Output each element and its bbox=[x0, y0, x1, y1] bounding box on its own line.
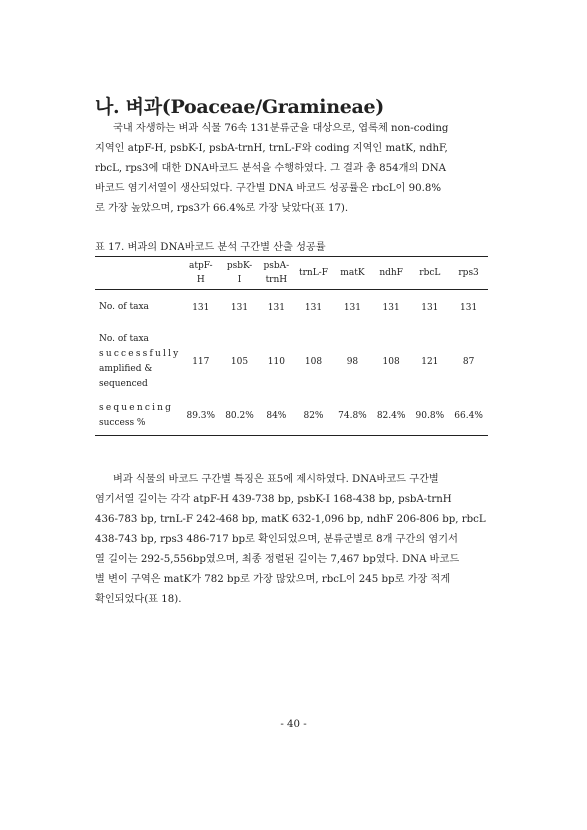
intro-line: 국내 자생하는 벼과 식물 76속 131분류군을 대상으로, 엽록체 non-coding bbox=[113, 123, 449, 134]
intro-line: 바코드 염기서열이 생산되었다. 구간별 DNA 바코드 성공률은 rbcL이 90.8% bbox=[95, 183, 441, 194]
table-cell: 131 bbox=[230, 302, 249, 313]
details-line: 염기서열 길이는 각각 atpF-H 439-738 bp, psbK-I 168-438 bp, psbA-trnH bbox=[95, 494, 452, 505]
table-row bbox=[95, 290, 488, 326]
column-header: atpF- H bbox=[188, 261, 213, 285]
row-label: sequencing success % bbox=[99, 403, 174, 429]
table-cell: 89.3% bbox=[186, 411, 216, 422]
table-header-row bbox=[95, 257, 488, 290]
column-header: trnL-F bbox=[298, 268, 328, 278]
barcode-success-table bbox=[95, 256, 488, 436]
details-line: 436-783 bp, trnL-F 242-468 bp, matK 632-1,096 bp, ndhF 206-806 bp, rbcL bbox=[95, 514, 486, 525]
row-label: No. of taxa bbox=[99, 302, 149, 313]
table-cell: 84% bbox=[266, 411, 287, 422]
table-cell: 80.2% bbox=[225, 411, 254, 422]
column-header: rbcL bbox=[419, 268, 441, 278]
column-header: rps3 bbox=[458, 268, 479, 278]
table-cell: 131 bbox=[421, 302, 439, 313]
intro-line: 지역인 atpF-H, psbK-I, psbA-trnH, trnL-F와 coding 지역인 matK, ndhF, bbox=[95, 143, 448, 154]
details-line: 벼과 식물의 바코드 구간별 특징은 표5에 제시하였다. DNA바코드 구간별 bbox=[113, 474, 439, 485]
header-empty-cell bbox=[95, 257, 181, 290]
table-row bbox=[95, 398, 488, 436]
table-cell: 90.8% bbox=[415, 411, 445, 422]
table-cell: 87 bbox=[462, 356, 475, 367]
intro-line: 로 가장 높았으며, rps3가 66.4%로 가장 낮았다(표 17). bbox=[95, 203, 349, 214]
table-cell: 105 bbox=[230, 356, 249, 367]
table-cell: 98 bbox=[346, 356, 359, 367]
table-cell: 131 bbox=[382, 302, 400, 313]
table-cell: 131 bbox=[304, 302, 323, 313]
column-header: psbA- trnH bbox=[263, 261, 290, 285]
intro-paragraph bbox=[95, 119, 488, 219]
table-row bbox=[95, 326, 488, 398]
table-cell: 82% bbox=[303, 411, 324, 422]
table-cell: 108 bbox=[382, 356, 400, 367]
page-number: - 40 - bbox=[280, 719, 307, 730]
details-paragraph bbox=[95, 470, 488, 610]
table-cell: 121 bbox=[421, 356, 439, 367]
details-line: 열 길이는 292-5,556bp였으며, 최종 정렬된 길이는 7,467 bp였다. DNA 바코드 bbox=[95, 554, 460, 565]
table-cell: 131 bbox=[192, 302, 210, 313]
table-cell: 108 bbox=[304, 356, 323, 367]
section-heading: 나. 벼과(Poaceae/Gramineae) bbox=[95, 96, 384, 118]
table-caption: 표 17. 벼과의 DNA바코드 분석 구간별 산출 성공률 bbox=[95, 242, 326, 253]
table-cell: 131 bbox=[343, 302, 362, 313]
table-cell: 117 bbox=[192, 356, 210, 367]
details-line: 확인되었다(표 18). bbox=[95, 594, 182, 605]
row-label: No. of taxa successfully amplified & sequenced bbox=[99, 333, 181, 389]
table-cell: 131 bbox=[267, 302, 285, 313]
table-cell: 66.4% bbox=[454, 411, 483, 422]
column-header: matK bbox=[340, 268, 365, 278]
details-line: 별 변이 구역은 matK가 782 bp로 가장 많았으며, rbcL이 245 bp로 가장 적게 bbox=[95, 574, 451, 585]
column-header: psbK- I bbox=[226, 261, 253, 285]
intro-line: rbcL, rps3에 대한 DNA바코드 분석을 수행하였다. 그 결과 총 854개의 DNA bbox=[95, 163, 446, 174]
table-cell: 74.8% bbox=[338, 411, 367, 422]
table-cell: 110 bbox=[267, 356, 285, 367]
column-header: ndhF bbox=[379, 268, 403, 278]
table-cell: 131 bbox=[460, 302, 478, 313]
table-cell: 82.4% bbox=[376, 411, 406, 422]
details-line: 438-743 bp, rps3 486-717 bp로 확인되었으며, 분류군별로 8개 구간의 염기서 bbox=[95, 534, 458, 545]
